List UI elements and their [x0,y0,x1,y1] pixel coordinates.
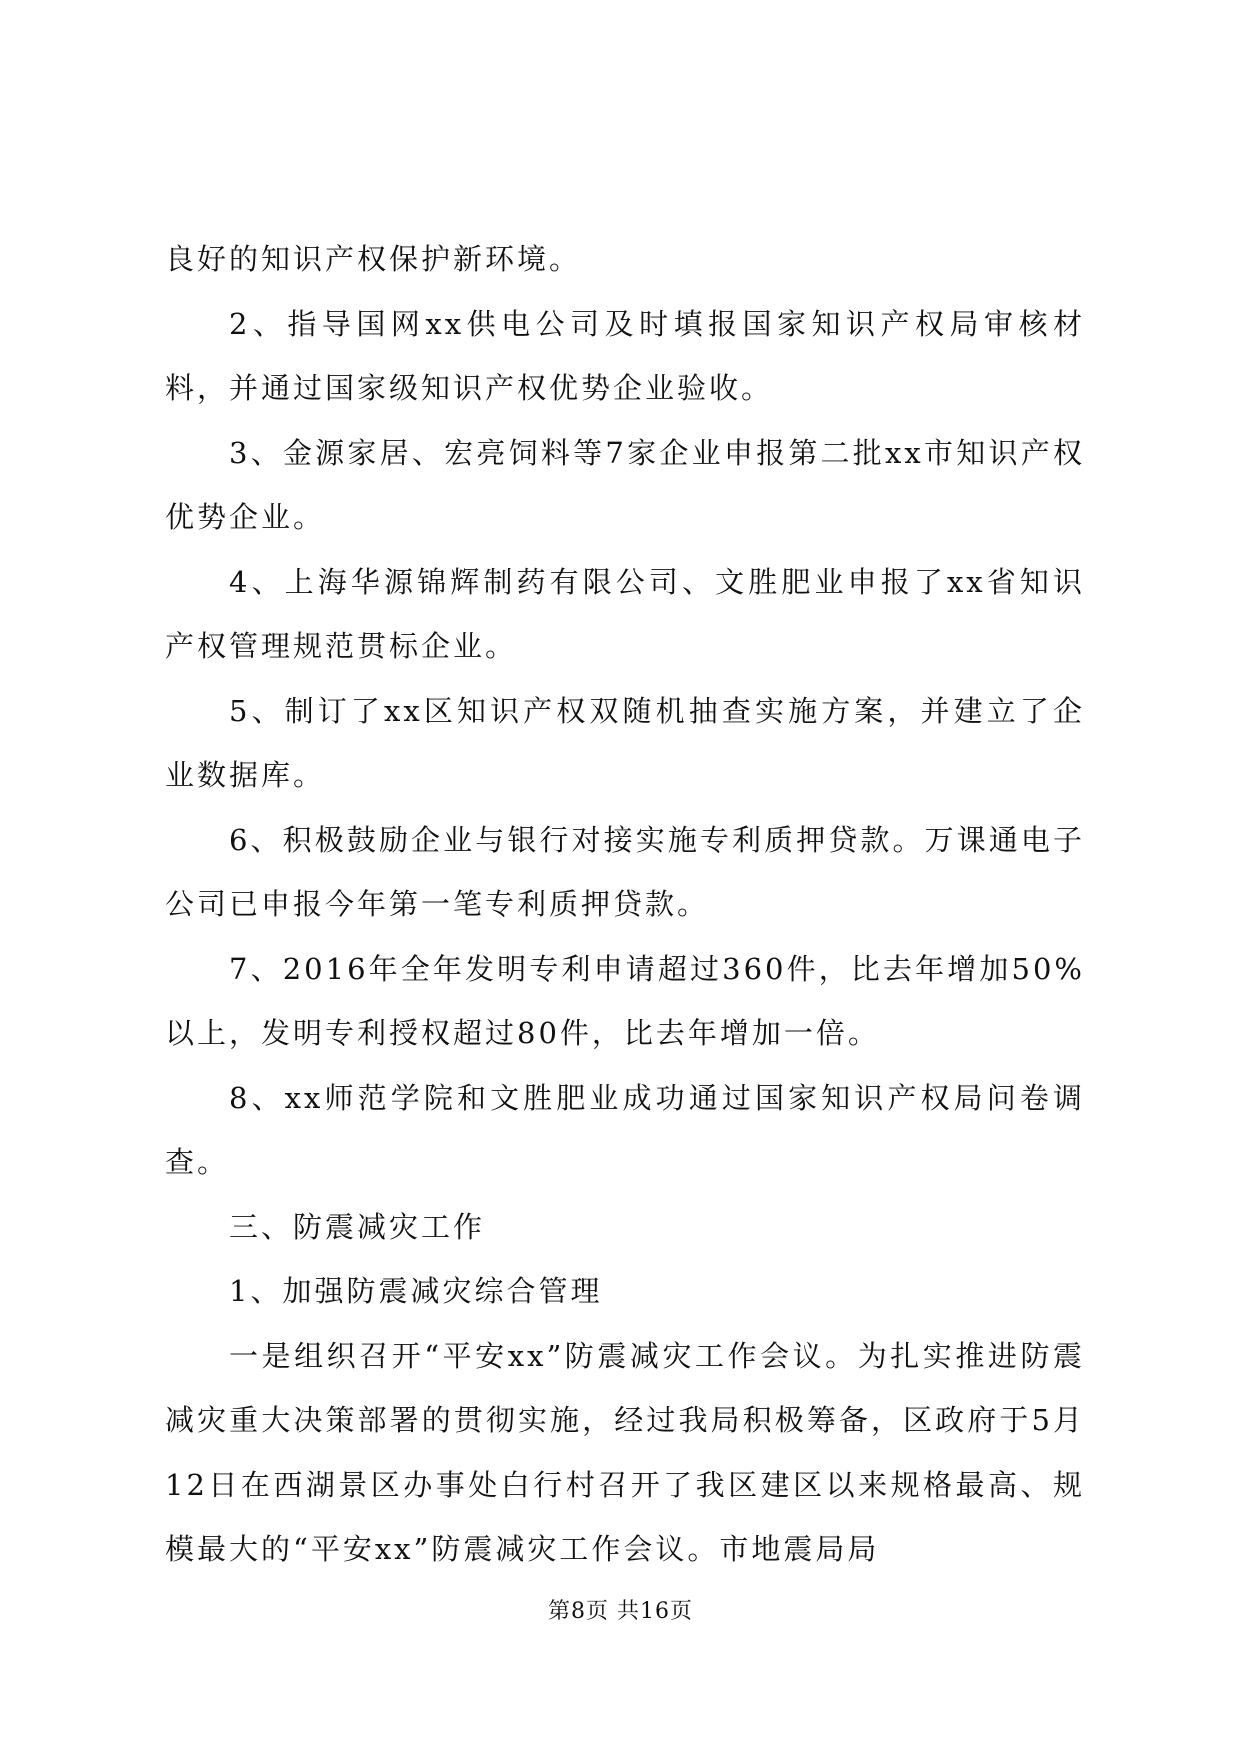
document-body [165,227,1085,1582]
paragraph: 5、制订了xx区知识产权双随机抽查实施方案，并建立了企业数据库。 [165,693,1085,792]
paragraph: 8、xx师范学院和文胜肥业成功通过国家知识产权局问卷调查。 [165,1080,1085,1179]
paragraph: 3、金源家居、宏亮饲料等7家企业申报第二批xx市知识产权优势企业。 [165,435,1085,534]
page-footer: 第8页 共16页 [548,1599,693,1624]
paragraph: 一是组织召开“平安xx”防震减灾工作会议。为扎实推进防震减灾重大决策部署的贯彻实施，经过我局积极筹备，区政府于5月12日在西湖景区办事处白行村召开了我区建区以来规格最高、规模最大的“平安xx”防震减灾工作会议。市地震局局 [165,1338,1085,1566]
paragraph: 2、指导国网xx供电公司及时填报国家知识产权局审核材料，并通过国家级知识产权优势企业验收。 [165,306,1085,405]
paragraph: 6、积极鼓励企业与银行对接实施专利质押贷款。万课通电子公司已申报今年第一笔专利质押贷款。 [165,822,1085,921]
paragraph: 7、2016年全年发明专利申请超过360件，比去年增加50%以上，发明专利授权超过80件，比去年增加一倍。 [165,951,1085,1050]
paragraph: 良好的知识产权保护新环境。 [165,242,582,276]
paragraph: 4、上海华源锦辉制药有限公司、文胜肥业申报了xx省知识产权管理规范贯标企业。 [165,564,1085,663]
paragraph: 1、加强防震减灾综合管理 [229,1274,603,1308]
paragraph: 三、防震减灾工作 [229,1209,486,1244]
